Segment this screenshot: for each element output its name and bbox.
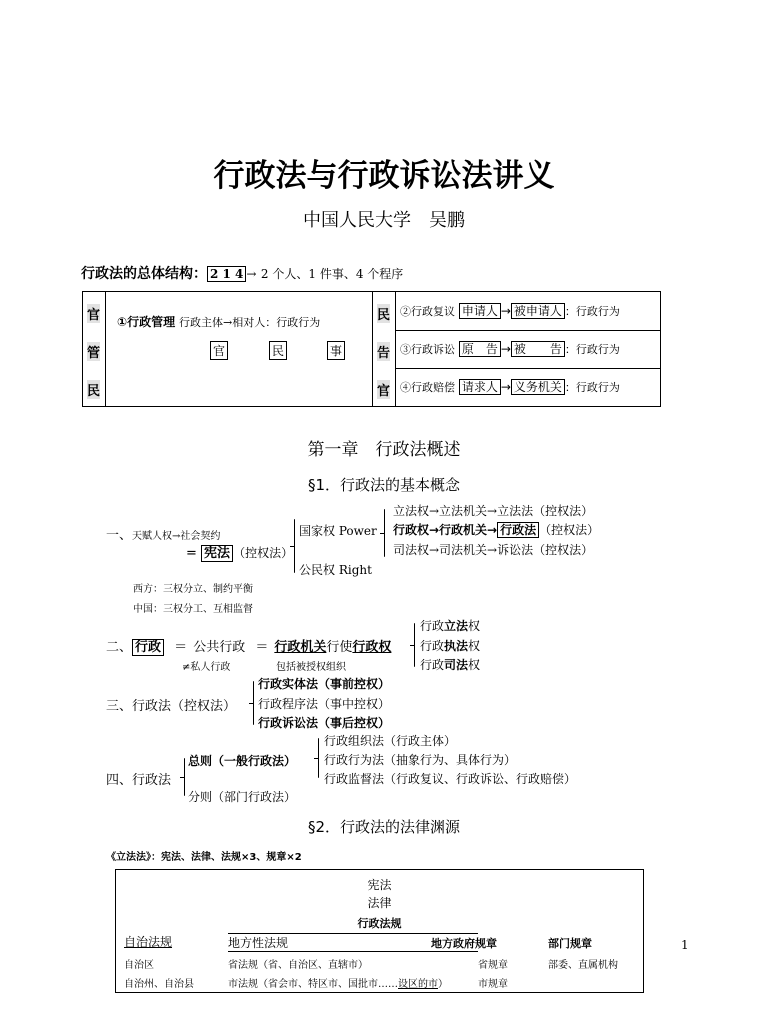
s2-use: 行使: [326, 640, 353, 655]
s4-label: 四、行政法: [106, 773, 172, 788]
src-r1b: 省法规（省、自治区、直辖市）: [228, 960, 368, 971]
src-falv: 法律: [367, 896, 392, 910]
s2-public: 公共行政: [193, 640, 246, 655]
s4-zongze: 总则（一般行政法）: [188, 754, 297, 768]
row-litigation-a: 原 告: [459, 341, 501, 357]
s2-r2b: 执法: [444, 639, 469, 653]
page-number: 1: [681, 938, 689, 952]
overall-label: 行政法的总体结构：: [81, 266, 207, 282]
s4-z3: 行政监督法（行政复议、行政诉讼、行政赔偿）: [324, 772, 577, 786]
left-col-guan2: 管: [87, 342, 100, 361]
src-difang: 地方性法规: [228, 933, 478, 952]
s2-r1b: 立法: [444, 619, 469, 633]
s1-gongmin: 公民权 Right: [299, 563, 372, 577]
s2-right1: [420, 617, 480, 634]
row-compensation-b: 义务机关: [511, 379, 565, 395]
row-litigation-b: 被 告: [511, 341, 565, 357]
s1-kong: （控权法）: [233, 546, 294, 560]
left-col-guan: 官: [87, 304, 100, 323]
s1-branch3: 司法权→司法机关→诉讼法（控权法）: [393, 543, 594, 557]
s1-branch2b: 行政法: [497, 522, 539, 538]
src-bumen: 部门规章: [548, 937, 592, 950]
s2-r1a: 行政: [420, 619, 445, 633]
src-r1a: 自治区: [124, 960, 154, 971]
row-review: [400, 302, 620, 319]
row-review-a: 申请人: [459, 303, 501, 319]
admin-text: 行政主体→相对人：行政行为: [179, 316, 321, 329]
section-2-title: §2．行政法的法律渊源: [307, 818, 461, 836]
subtitle: 中国人民大学 吴鹏: [303, 210, 465, 231]
row-review-tail: ：行政行为: [564, 305, 620, 318]
src-r2c: 市规章: [478, 979, 508, 990]
row-review-arrow: →: [500, 304, 511, 318]
structure-box: [82, 291, 661, 407]
box-shi: 事: [327, 341, 345, 360]
row-compensation-tail: ：行政行为: [564, 381, 620, 394]
right-col-gao: 告: [377, 342, 390, 361]
row-litigation: [400, 340, 620, 357]
src-r2b: [228, 975, 448, 990]
src-zizhi: 自治法规: [124, 935, 173, 949]
s1-one: [106, 524, 220, 543]
row-compensation-num: ④行政赔偿: [400, 381, 455, 394]
s2-prefix: 二、: [106, 640, 133, 655]
box-min: 民: [269, 341, 287, 360]
row-compensation: [400, 378, 620, 395]
s4-fenze: 分则（部门行政法）: [188, 790, 297, 804]
s3-item2: 行政程序法（事中控权）: [258, 697, 391, 711]
s1-guojia: 国家权 Power: [299, 524, 377, 538]
s2-r3a: 行政: [420, 658, 445, 672]
s2-eq1: ＝: [174, 640, 188, 655]
s1-branch2c: （控权法）: [539, 523, 600, 537]
src-r2b-main: 市法规（省会市、特区市、国批市……: [228, 979, 398, 990]
s1-branch2a: 行政权→行政机关→: [393, 523, 498, 537]
s1-west: 西方：三权分立、制约平衡: [133, 584, 253, 595]
s3-item1: 行政实体法（事前控权）: [258, 677, 391, 691]
overall-desc: 2 个人、1 件事、4 个程序: [260, 267, 404, 281]
s2-r2c: 权: [468, 639, 481, 653]
s2-power: 行政权: [352, 640, 392, 655]
s4-z2: 行政行为法（抽象行为、具体行为）: [324, 753, 517, 767]
s2-xz: 行政: [132, 639, 164, 656]
page-title: 行政法与行政诉讼法讲义: [213, 158, 555, 194]
sources-box: [115, 869, 644, 993]
right-col-min: 民: [377, 304, 390, 323]
row-review-num: ②行政复议: [400, 305, 455, 318]
s4-z1: 行政组织法（行政主体）: [324, 734, 457, 748]
s1-eq: =: [186, 546, 197, 561]
s2-right2: [420, 637, 480, 654]
src-r1c: 省规章: [478, 960, 508, 971]
src-dfzf: 地方政府规章: [431, 937, 497, 950]
src-r2b-shequ: 设区的市: [398, 979, 438, 990]
row-review-b: 被申请人: [511, 303, 565, 319]
overall-code: 2 1 4: [207, 266, 246, 282]
s2-right3: [420, 656, 480, 673]
s1-one-a: 天赋人权→社会契约: [132, 531, 221, 542]
row-compensation-a: 请求人: [459, 379, 501, 395]
left-col-min: 民: [87, 380, 100, 399]
s2-line: [106, 636, 391, 655]
s2-r1c: 权: [468, 619, 481, 633]
row-litigation-num: ③行政诉讼: [400, 343, 455, 356]
s1-china: 中国：三权分工、互相监督: [133, 604, 253, 615]
box-guan: 官: [210, 341, 228, 360]
src-xianfa: 宪法: [367, 878, 392, 892]
s2-eq2: ＝: [255, 640, 269, 655]
section-1-title: §1．行政法的基本概念: [307, 476, 461, 494]
s3-label: 三、行政法（控权法）: [106, 699, 237, 714]
s2-r3b: 司法: [444, 658, 469, 672]
lifa-line: 《立法法》：宪法、法律、法规×3、规章×2: [106, 852, 302, 863]
s1-branch1: 立法权→立法机关→立法法（控权法）: [393, 504, 594, 518]
s1-xianfa: 宪法: [201, 545, 233, 562]
src-r1d: 部委、直属机构: [548, 960, 618, 971]
chapter-title: 第一章 行政法概述: [307, 440, 461, 460]
src-r2a: 自治州、自治县: [124, 979, 194, 990]
s1-xianfa-line: [186, 542, 293, 561]
row-litigation-arrow: →: [500, 342, 511, 356]
s1-one-prefix: 一、: [106, 528, 133, 543]
src-r2b-close: ）: [438, 979, 448, 990]
overall-arrow: →: [246, 267, 257, 281]
s2-r3c: 权: [468, 658, 481, 672]
s2-r2a: 行政: [420, 639, 445, 653]
overall-structure: [81, 263, 403, 283]
s3-item3: 行政诉讼法（事后控权）: [258, 716, 391, 730]
row-litigation-tail: ：行政行为: [564, 343, 620, 356]
admin-num: ①行政管理: [117, 315, 176, 329]
s1-branch2: [393, 521, 599, 538]
right-col-guan: 官: [377, 380, 390, 399]
admin-management: [117, 313, 320, 330]
row-compensation-arrow: →: [500, 380, 511, 394]
s2-incl: 包括被授权组织: [276, 662, 346, 673]
s2-neq: ≠私人行政: [182, 662, 231, 673]
src-xzfg: 行政法规: [357, 917, 402, 930]
s2-organ: 行政机关: [274, 640, 327, 655]
